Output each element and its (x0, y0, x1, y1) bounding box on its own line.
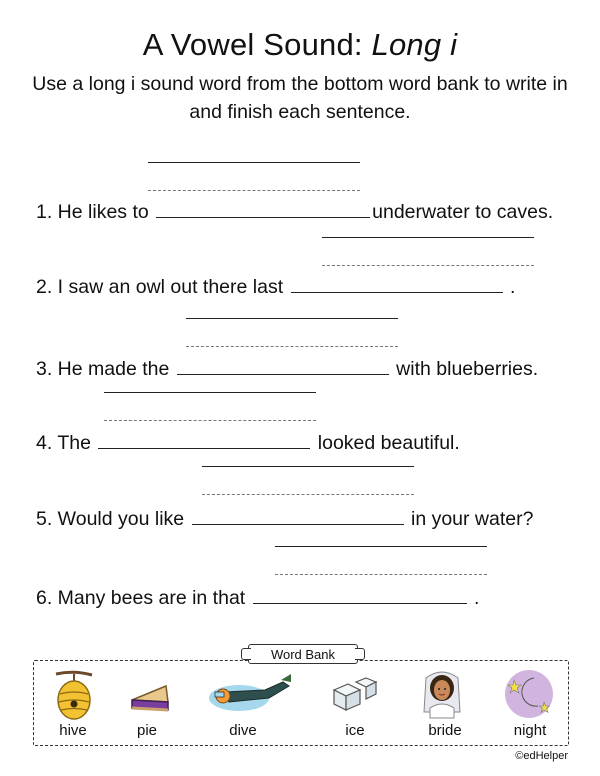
guide-line-top-6 (275, 546, 487, 547)
sentence-text: in your water? (405, 508, 534, 530)
answer-blank-4[interactable] (98, 429, 310, 449)
answer-blank-1[interactable] (156, 198, 370, 218)
guide-line-mid-4 (104, 420, 316, 421)
answer-blank-2[interactable] (291, 273, 503, 293)
answer-blank-3[interactable] (177, 355, 389, 375)
guide-line-top-3 (186, 318, 398, 319)
word-bank-label: Word Bank (248, 644, 358, 664)
guide-line-top-4 (104, 392, 316, 393)
page-title (0, 26, 600, 64)
ice-cubes-icon (330, 674, 380, 714)
guide-line-top-2 (322, 237, 534, 238)
pie-slice-icon (128, 680, 172, 716)
guide-line-mid-6 (275, 574, 487, 575)
sentence-text: underwater to caves. (372, 201, 554, 223)
diver-icon (205, 672, 293, 716)
beehive-icon (50, 670, 98, 722)
answer-blank-6[interactable] (253, 584, 467, 604)
guide-line-mid-1 (148, 190, 360, 191)
word-bank-word: pie (136, 722, 158, 739)
sentence-2 (36, 273, 515, 299)
word-bank-word: hive (59, 722, 87, 739)
sentence-5 (36, 505, 533, 531)
sentence-text: 3. He made the (36, 358, 175, 380)
sentence-6 (36, 584, 479, 610)
sentence-3 (36, 355, 538, 381)
sentence-1 (36, 198, 553, 224)
answer-blank-5[interactable] (192, 505, 404, 525)
sentence-text: 6. Many bees are in that (36, 587, 251, 609)
guide-line-mid-5 (202, 494, 414, 495)
moon-stars-icon (502, 668, 556, 720)
instructions: Use a long i sound word from the bottom word bank to write in and finish each sentence. (32, 73, 568, 123)
word-bank-word: bride (428, 722, 462, 739)
title-main: A Vowel Sound: (142, 27, 372, 62)
sentence-text: 2. I saw an owl out there last (36, 276, 289, 298)
word-bank-word: night (513, 722, 547, 739)
sentence-text: looked beautiful. (312, 432, 460, 454)
sentence-text: 5. Would you like (36, 508, 190, 530)
sentence-text: . (468, 587, 480, 609)
copyright-text: ©edHelper (515, 750, 568, 762)
bride-icon (420, 668, 464, 720)
word-bank-word: ice (345, 722, 365, 739)
sentence-text: . (504, 276, 516, 298)
sentence-text: 4. The (36, 432, 97, 454)
word-bank-word: dive (229, 722, 257, 739)
title-emphasis: Long i (371, 27, 458, 62)
sentence-4 (36, 429, 460, 455)
guide-line-top-5 (202, 466, 414, 467)
sentence-text: with blueberries. (390, 358, 539, 380)
guide-line-mid-3 (186, 346, 398, 347)
guide-line-mid-2 (322, 265, 534, 266)
sentence-text: 1. He likes to (36, 201, 155, 223)
guide-line-top-1 (148, 162, 360, 163)
